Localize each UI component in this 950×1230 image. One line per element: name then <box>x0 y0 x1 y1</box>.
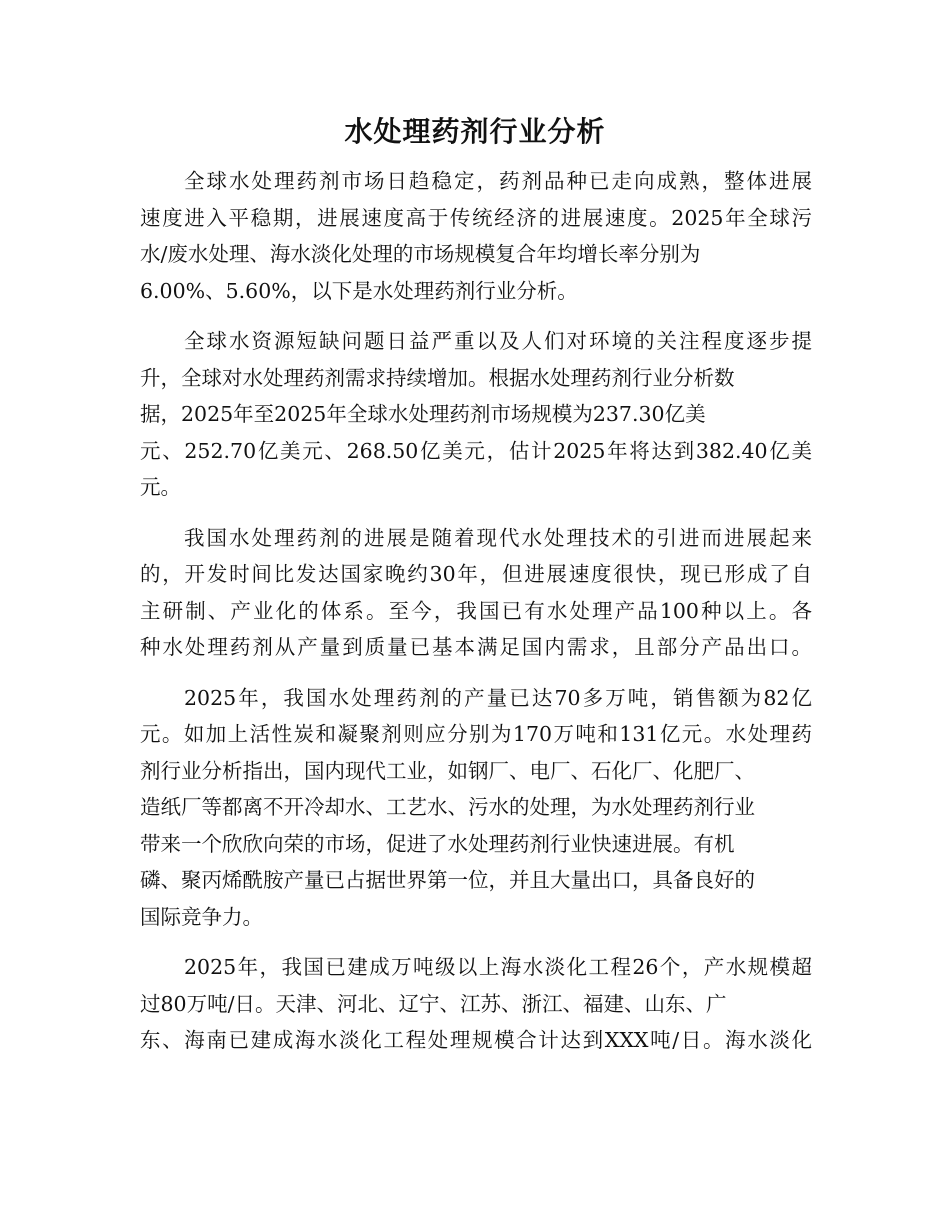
paragraph-line: 全球水资源短缺问题日益严重以及人们对环境的关注程度逐步提 <box>184 329 812 353</box>
paragraph-line: 2025年，我国水处理药剂的产量已达70多万吨，销售额为82亿 <box>184 685 812 710</box>
paragraph-line: 水/废水处理、海水淡化处理的市场规模复合年均增长率分别为 <box>140 242 701 266</box>
paragraph-line: 元。 <box>140 475 181 499</box>
paragraph-line: 东、海南已建成海水淡化工程处理规模合计达到XXX吨/日。海水淡化 <box>140 1028 812 1052</box>
paragraph-line: 的，开发时间比发达国家晚约30年，但进展速度很快，现已形成了自 <box>140 562 812 586</box>
paragraph-line: 6.00%、5.60%，以下是水处理药剂行业分析。 <box>140 278 578 303</box>
paragraph-line: 我国水处理药剂的进展是随着现代水处理技术的引进而进展起来 <box>184 525 812 550</box>
paragraph-3 <box>140 520 812 666</box>
paragraph-4 <box>140 680 812 936</box>
paragraph-2 <box>140 323 812 506</box>
paragraph-5 <box>140 949 812 1059</box>
paragraph-line: 国际竞争力。 <box>140 904 263 929</box>
paragraph-line: 带来一个欣欣向荣的市场，促进了水处理药剂行业快速进展。有机 <box>140 831 735 856</box>
paragraph-line: 磷、聚丙烯酰胺产量已占据世界第一位，并且大量出口，具备良好的 <box>140 868 755 892</box>
paragraph-line: 全球水处理药剂市场日趋稳定，药剂品种已走向成熟，整体进展 <box>184 169 812 193</box>
paragraph-line: 据，2025年至2025年全球水处理药剂市场规模为237.30亿美 <box>140 402 706 426</box>
paragraph-line: 种水处理药剂从产量到质量已基本满足国内需求，且部分产品出口。 <box>140 635 812 659</box>
paragraph-line: 2025年，我国已建成万吨级以上海水淡化工程26个，产水规模超 <box>184 955 812 979</box>
document-title: 水处理药剂行业分析 <box>344 115 606 148</box>
paragraph-line: 过80万吨/日。天津、河北、辽宁、江苏、浙江、福建、山东、广 <box>140 991 727 1016</box>
paragraph-line: 造纸厂等都离不开冷却水、工艺水、污水的处理，为水处理药剂行业 <box>140 795 755 819</box>
paragraph-line: 元。如加上活性炭和凝聚剂则应分别为170万吨和131亿元。水处理药 <box>140 722 812 746</box>
paragraph-line: 主研制、产业化的体系。至今，我国已有水处理产品100种以上。各 <box>140 598 812 623</box>
paragraph-line: 剂行业分析指出，国内现代工业，如钢厂、电厂、石化厂、化肥厂、 <box>140 758 755 783</box>
paragraph-1 <box>140 163 812 309</box>
paragraph-line: 元、252.70亿美元、268.50亿美元，估计2025年将达到382.40亿美 <box>140 438 812 463</box>
paragraph-line: 速度进入平稳期，进展速度高于传统经济的进展速度。2025年全球污 <box>140 205 812 230</box>
paragraph-line: 升，全球对水处理药剂需求持续增加。根据水处理药剂行业分析数 <box>140 365 735 390</box>
document-body <box>140 163 812 1073</box>
